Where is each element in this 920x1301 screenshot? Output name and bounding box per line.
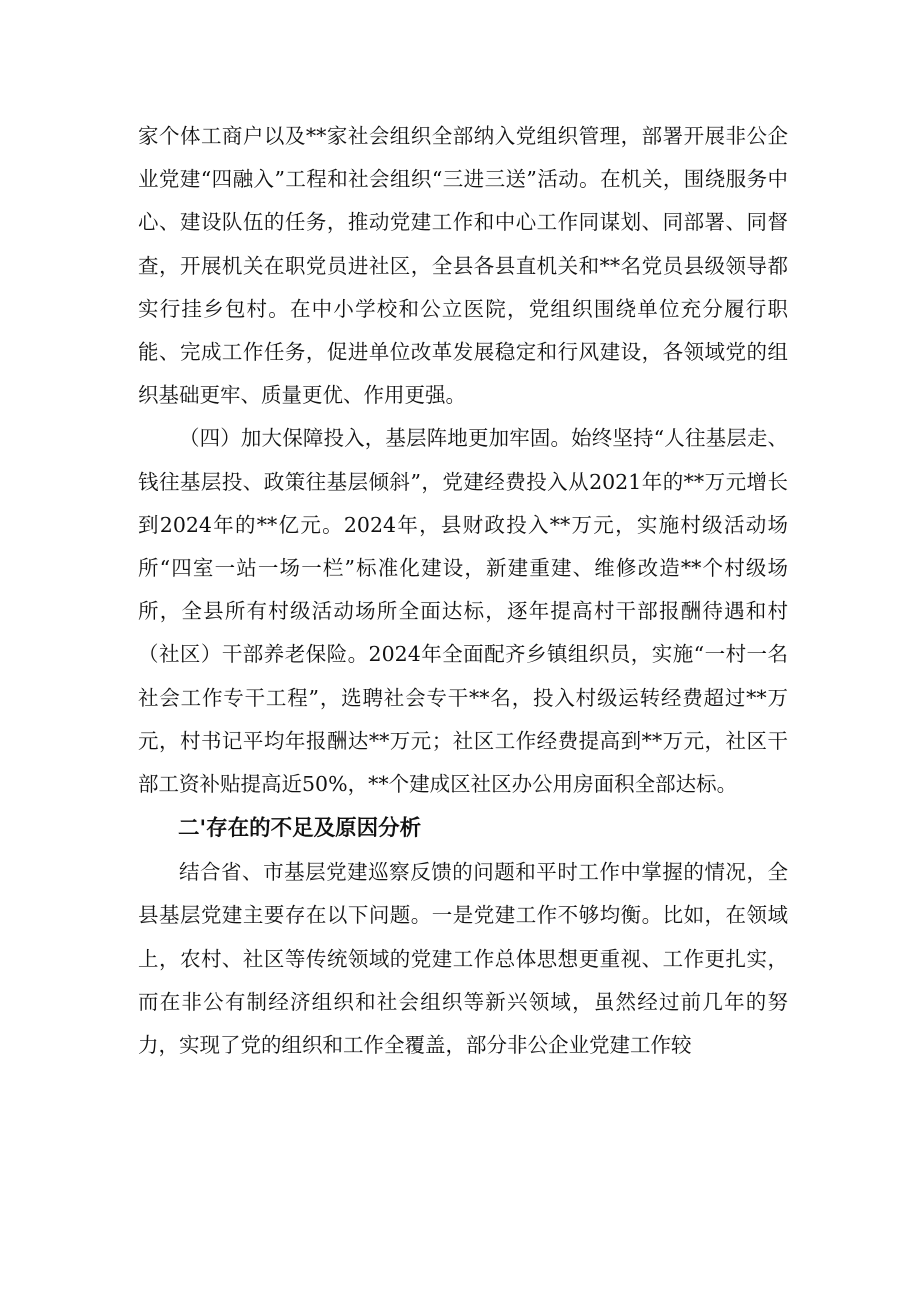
paragraph-continued: 家个体工商户以及**家社会组织全部纳入党组织管理，部署开展非公企业党建“四融入”工程和社会组织“三进三送”活动。在机关，围绕服务中心、建设队伍的任务，推动党建工作和中心工作同谋划、同部署、同督查，开展机关在职党员进社区，全县各县直机关和**名党员县级领导都实行挂乡包村。在中小学校和公立医院，党组织围绕单位充分履行职能、完成工作任务，促进单位改革发展稳定和行风建设，各领域党的组织基础更牢、质量更优、作用更强。 — [138, 124, 788, 408]
section-heading: 二'存在的不足及原因分析 — [178, 816, 422, 842]
paragraph-problems: 结合省、市基层党建巡察反馈的问题和平时工作中掌握的情况，全县基层党建主要存在以下问题。一是党建工作不够均衡。比如，在领域上，农村、社区等传统领域的党建工作总体思想更重视、工作更扎实，而在非公有制经济组织和社会组织等新兴领域，虽然经过前几年的努力，实现了党的组织和工作全覆盖，部分非公企业党建工作较 — [138, 860, 788, 1058]
document-body — [138, 115, 788, 1067]
paragraph-guarantee-investment: （四）加大保障投入，基层阵地更加牢固。始终坚持“人往基层走、钱往基层投、政策往基层倾斜”，党建经费投入从2021年的**万元增长到2024年的**亿元。2024年，县财政投入**万元，实施村级活动场所“四室一站一场一栏”标准化建设，新建重建、维修改造**个村级场所，全县所有村级活动场所全面达标，逐年提高村干部报酬待遇和村（社区）干部养老保险。2024年全面配齐乡镇组织员，实施“一村一名社会工作专干工程”，选聘社会专干**名，投入村级运转经费超过**万元，村书记平均年报酬达**万元；社区工作经费提高到**万元，社区干部工资补贴提高近50%，**个建成区社区办公用房面积全部达标。 — [138, 426, 788, 797]
